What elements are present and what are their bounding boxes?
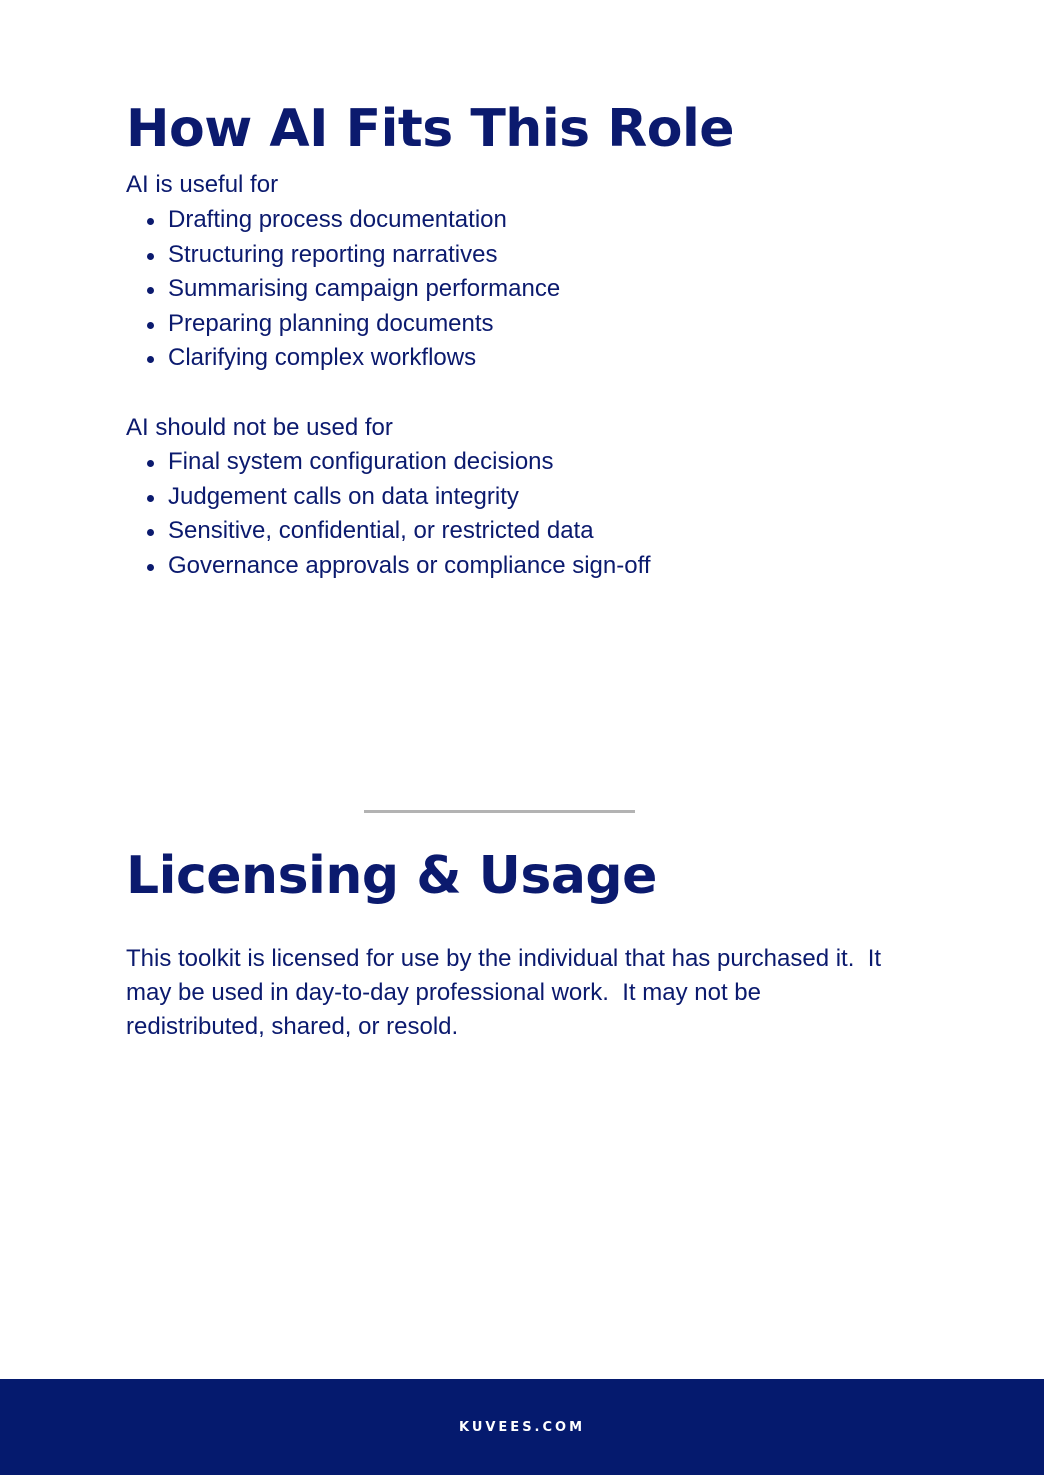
licensing-line-1: This toolkit is licensed for use by the individual that has purchased it. It bbox=[126, 945, 882, 972]
useful-intro: AI is useful for bbox=[126, 171, 279, 198]
list-item: Structuring reporting narratives bbox=[168, 238, 560, 273]
useful-list bbox=[126, 203, 560, 376]
list-item: Clarifying complex workflows bbox=[168, 341, 560, 376]
licensing-line-3: redistributed, shared, or resold. bbox=[126, 1013, 459, 1040]
section-divider bbox=[364, 810, 635, 813]
list-item: Sensitive, confidential, or restricted data bbox=[168, 514, 650, 549]
not-used-intro: AI should not be used for bbox=[126, 414, 393, 441]
footer-website: KUVEES.COM bbox=[458, 1419, 586, 1435]
footer-bar bbox=[0, 1379, 1044, 1475]
section-title-ai: How AI Fits This Role bbox=[126, 99, 735, 159]
list-item: Preparing planning documents bbox=[168, 307, 560, 342]
list-item: Drafting process documentation bbox=[168, 203, 560, 238]
list-item: Final system configuration decisions bbox=[168, 445, 650, 480]
list-item: Summarising campaign performance bbox=[168, 272, 560, 307]
section-title-licensing: Licensing & Usage bbox=[126, 846, 657, 906]
list-item: Judgement calls on data integrity bbox=[168, 480, 650, 515]
licensing-paragraph bbox=[126, 942, 966, 1044]
licensing-line-2: may be used in day-to-day professional work. It may not be bbox=[126, 979, 761, 1006]
not-used-list bbox=[126, 445, 650, 583]
list-item: Governance approvals or compliance sign-off bbox=[168, 549, 650, 584]
